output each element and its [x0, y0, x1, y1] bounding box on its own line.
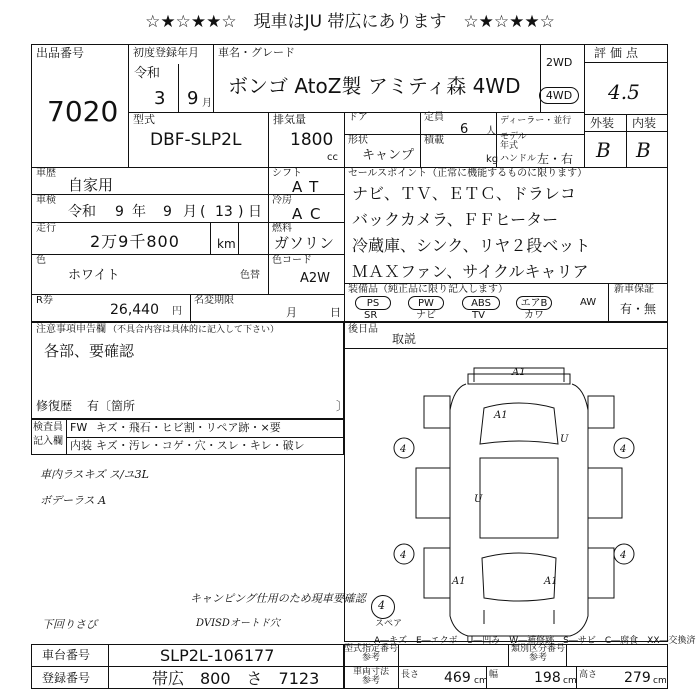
- history-value: 自家用: [68, 176, 114, 194]
- dims-h-label: 高さ: [579, 670, 598, 680]
- door-label: ドア: [348, 112, 368, 123]
- mileage-label: 走行: [36, 223, 56, 234]
- mark-rear-right: A1: [544, 576, 558, 587]
- reg-era: 令和: [134, 66, 161, 81]
- color-swap-label: 色替: [240, 270, 260, 281]
- history-label: 車歴: [36, 168, 56, 179]
- handle-label: ハンドル: [500, 154, 537, 164]
- notes-sub: （不具合内容は具体的に記入して下さい）: [108, 325, 280, 335]
- equipment-label: 装備品（純正品に限り記入します）: [348, 284, 508, 295]
- color-value: ホワイト: [68, 268, 120, 283]
- rear-seat-label: 後日品: [348, 324, 378, 335]
- tire-rr: 4: [620, 550, 627, 561]
- lot-label: 出品番号: [36, 46, 85, 60]
- fuel-value: ガソリン: [274, 234, 335, 252]
- sales-line-2: バックカメラ、ＦＦヒーター: [352, 210, 559, 229]
- equip-sr: SR: [364, 310, 378, 321]
- load-unit: kg: [486, 154, 499, 165]
- new-plate-value: 有・無: [620, 302, 657, 316]
- rear-seat-value: 取説: [392, 332, 417, 346]
- damage-legend: A―キズ E―エクボ U―凹み W―補修跡 S―サビ C―腐食 XX―交換済: [374, 636, 696, 646]
- tax-day-unit: 日: [330, 306, 341, 319]
- interior-grade: B: [636, 138, 651, 162]
- sales-line-1: ナビ、ＴＶ、ＥＴＣ、ドラレコ: [352, 184, 576, 203]
- reg-month-unit: 月: [202, 98, 212, 109]
- inspection-month: 9: [163, 204, 172, 220]
- capacity-value: 6: [460, 122, 469, 137]
- car-name: ボンゴ AtoZ製 アミティ森 4WD: [228, 74, 521, 98]
- tire-fl: 4: [400, 444, 407, 455]
- tax-month-unit: 月: [286, 306, 297, 319]
- tax-label: 名変期限: [194, 295, 234, 306]
- model-change-label: モデル 年式: [500, 132, 527, 151]
- inspect-row1-head: FW: [70, 421, 88, 434]
- recycle-label: R券: [36, 295, 53, 306]
- capacity-unit: 人: [486, 126, 496, 137]
- model-value: DBF-SLP2L: [150, 130, 242, 150]
- dims-w-unit: cm: [563, 676, 577, 686]
- type-no-label: 型式指定番号 参考: [344, 644, 399, 663]
- score-value: 4.5: [608, 80, 640, 104]
- drive-2wd: 2WD: [546, 56, 573, 69]
- dims-l-unit: cm: [474, 676, 488, 686]
- dims-w-value: 198: [534, 670, 561, 686]
- inspection-label: 車検: [36, 195, 56, 206]
- exterior-grade: B: [596, 138, 611, 162]
- inspection-day-unit: 日: [248, 204, 262, 220]
- mark-rear-left: A1: [452, 576, 466, 587]
- mark-right: U: [560, 434, 569, 445]
- sales-label: セールスポイント（正常に機能するものに限ります）: [348, 168, 588, 179]
- plate-value: 帯広 800 さ 7123: [152, 669, 320, 688]
- handle-value: 左・右: [537, 152, 574, 166]
- exterior-label: 外装: [590, 116, 615, 130]
- equip-leather: カワ: [524, 310, 544, 321]
- ac-value: AC: [292, 205, 329, 223]
- inspect-row2-head: 内装: [70, 439, 92, 452]
- recycle-unit: 円: [172, 306, 182, 317]
- notes-box: [31, 322, 344, 419]
- inspection-month-unit: 月: [183, 204, 197, 220]
- interior-label: 内装: [632, 116, 657, 130]
- tire-rl: 4: [400, 550, 407, 561]
- equip-aw: AW: [580, 297, 597, 308]
- inspect-row2: キズ・汚レ・コゲ・穴・スレ・キレ・破レ: [96, 439, 305, 452]
- inspector-note-2: ボデーラス A: [40, 494, 107, 507]
- equip-ps: PS: [355, 296, 391, 310]
- inspect-row1: キズ・飛石・ヒビ割・リペア跡・×要: [96, 421, 281, 434]
- shape-value: キャンプ: [362, 148, 415, 163]
- model-label: 型式: [133, 113, 155, 126]
- color-label: 色: [36, 255, 46, 266]
- displacement-unit: cc: [327, 152, 338, 163]
- equip-abs: ABS: [462, 296, 500, 310]
- reg-month: 9: [187, 88, 199, 109]
- shift-label: シフト: [272, 168, 302, 179]
- repair-label: 修復歴: [36, 399, 73, 413]
- dims-h-unit: cm: [653, 676, 667, 686]
- lot-number: 7020: [47, 95, 119, 128]
- equip-tv: TV: [472, 310, 485, 321]
- mark-front: A1: [494, 410, 508, 421]
- dims-label: 車両寸法 参考: [352, 667, 389, 686]
- spare-tire-mark: 4: [378, 599, 385, 612]
- equip-airbag: エアB: [516, 296, 552, 310]
- mileage-unit: km: [217, 237, 236, 251]
- mark-left: U: [474, 494, 483, 505]
- reg-label: 初度登録年月: [133, 46, 199, 59]
- tire-fr: 4: [620, 444, 627, 455]
- recycle-value: 26,440: [110, 302, 159, 318]
- mileage-value: 2万9千800: [90, 232, 180, 251]
- dims-h-value: 279: [624, 670, 651, 686]
- chassis-value: SLP2L-106177: [160, 646, 275, 665]
- dealer-label: ディーラー・並行: [500, 116, 572, 126]
- new-plate-label: 新車保証: [614, 284, 654, 295]
- equip-pw: PW: [408, 296, 444, 310]
- mark-top: A1: [512, 367, 526, 378]
- shape-label: 形状: [348, 135, 368, 146]
- inspector-note-5: 下回りさび: [42, 618, 97, 631]
- car-condition-diagram: [344, 348, 668, 642]
- notes-label: 注意事項申告欄: [36, 324, 106, 335]
- drive-4wd-selected: 4WD: [539, 87, 579, 104]
- capacity-label: 定員: [424, 112, 444, 123]
- inspection-year: 9: [115, 204, 124, 220]
- repair-close: 〕: [336, 399, 349, 413]
- score-label: 評価点: [594, 46, 643, 60]
- shift-value: AT: [292, 178, 327, 196]
- chassis-label: 車台番号: [42, 648, 91, 662]
- dims-l-value: 469: [444, 670, 471, 686]
- displacement-label: 排気量: [273, 113, 306, 126]
- notes-value: 各部、要確認: [44, 342, 135, 360]
- color-code-value: A2W: [300, 271, 331, 286]
- ac-label: 冷房: [272, 195, 292, 206]
- sales-line-3: 冷蔵庫、シンク、リヤ２段ベット: [352, 236, 591, 255]
- class-no-label: 類別区分番号 参考: [510, 644, 565, 663]
- equip-navi: ナビ: [416, 310, 436, 321]
- dims-l-label: 長さ: [401, 670, 420, 680]
- inspection-era: 令和: [68, 204, 96, 220]
- header-banner: ☆★☆★★☆ 現車はJU 帯広にあります ☆★☆★★☆: [145, 12, 555, 32]
- fuel-label: 燃料: [272, 223, 292, 234]
- name-label: 車名・グレード: [218, 46, 295, 59]
- inspection-year-unit: 年: [132, 204, 146, 220]
- inspector-note-4: DVISDオートド穴: [196, 618, 280, 629]
- reg-year: 3: [154, 88, 166, 109]
- plate-label: 登録番号: [42, 671, 91, 685]
- inspector-note-1: 車内ラスキズ ス/ユ3L: [40, 468, 149, 481]
- dims-w-label: 幅: [489, 670, 499, 680]
- inspection-day: 13: [215, 204, 233, 220]
- inspect-label: 検査員 記入欄: [33, 422, 63, 447]
- spare-label: スペア: [375, 619, 403, 629]
- color-code-label: 色コード: [272, 255, 312, 266]
- displacement-value: 1800: [290, 130, 334, 150]
- inspector-note-3: キャンピング仕用のため現車要確認: [190, 592, 366, 605]
- repair-value: 有〔箇所: [87, 399, 136, 413]
- sales-line-4: ＭＡＸファン、サイクルキャリア: [352, 262, 589, 281]
- load-label: 積載: [424, 135, 444, 146]
